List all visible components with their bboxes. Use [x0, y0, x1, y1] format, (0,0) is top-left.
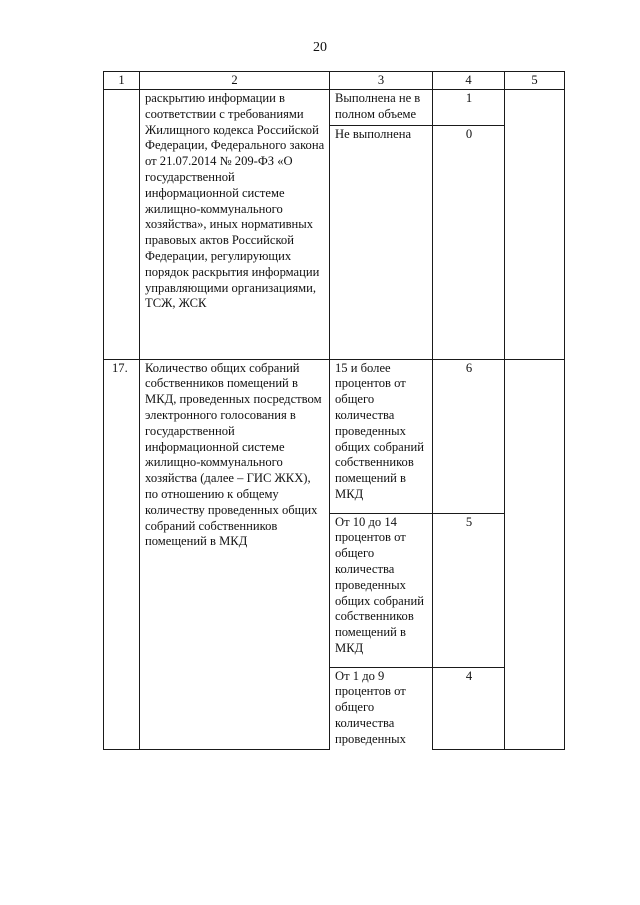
- criterion-text: Количество общих собраний собственников помещений в МКД, проведенных посредством электронного голосования в государственной информационной системе жилищно-коммунального хозяйства (далее – ГИС ЖКХ), по отношению к общему количеству проведенных общих собраний собственников помещений в МКД: [145, 360, 322, 549]
- table-row: [104, 90, 565, 126]
- option-score-cell: 1: [433, 90, 505, 126]
- option-score-cell: 6: [433, 359, 505, 513]
- table-row: [104, 359, 565, 513]
- row-number-cell: [104, 90, 140, 360]
- column-header-5: 5: [505, 72, 565, 90]
- notes-cell: [505, 359, 565, 749]
- option-score-cell: 0: [433, 125, 505, 359]
- notes-cell: [505, 90, 565, 360]
- criteria-table: [103, 71, 565, 750]
- column-header-4: 4: [433, 72, 505, 90]
- table-header-row: [104, 72, 565, 90]
- option-value-cell: Выполнена не в полном объеме: [330, 90, 433, 126]
- column-header-3: 3: [330, 72, 433, 90]
- option-score-cell: 5: [433, 513, 505, 667]
- column-header-2: 2: [140, 72, 330, 90]
- criterion-cell: [140, 90, 330, 360]
- column-header-1: 1: [104, 72, 140, 90]
- option-value-cell: 15 и более процентов от общего количества проведенных общих собраний собственников помещений в МКД: [330, 359, 433, 513]
- page-number: 20: [313, 40, 327, 55]
- option-value-cell: От 1 до 9 процентов от общего количества проведенных: [330, 667, 433, 749]
- criterion-text: раскрытию информации в соответствии с требованиями Жилищного кодекса Российской Федерации, Федерального закона от 21.07.2014 № 209-ФЗ «О государственной информационной системе жилищно-коммунального хозяйства», иных нормативных правовых актов Российской Федерации, регулирующих порядок раскрытия информации управляющими организациями, ТСЖ, ЖСК: [145, 91, 325, 311]
- criterion-cell: [140, 359, 330, 749]
- row-number-cell: 17.: [104, 359, 140, 749]
- option-value-cell: От 10 до 14 процентов от общего количества проведенных общих собраний собственников помещений в МКД: [330, 513, 433, 667]
- option-score-cell: 4: [433, 667, 505, 749]
- option-value-cell: Не выполнена: [330, 125, 433, 359]
